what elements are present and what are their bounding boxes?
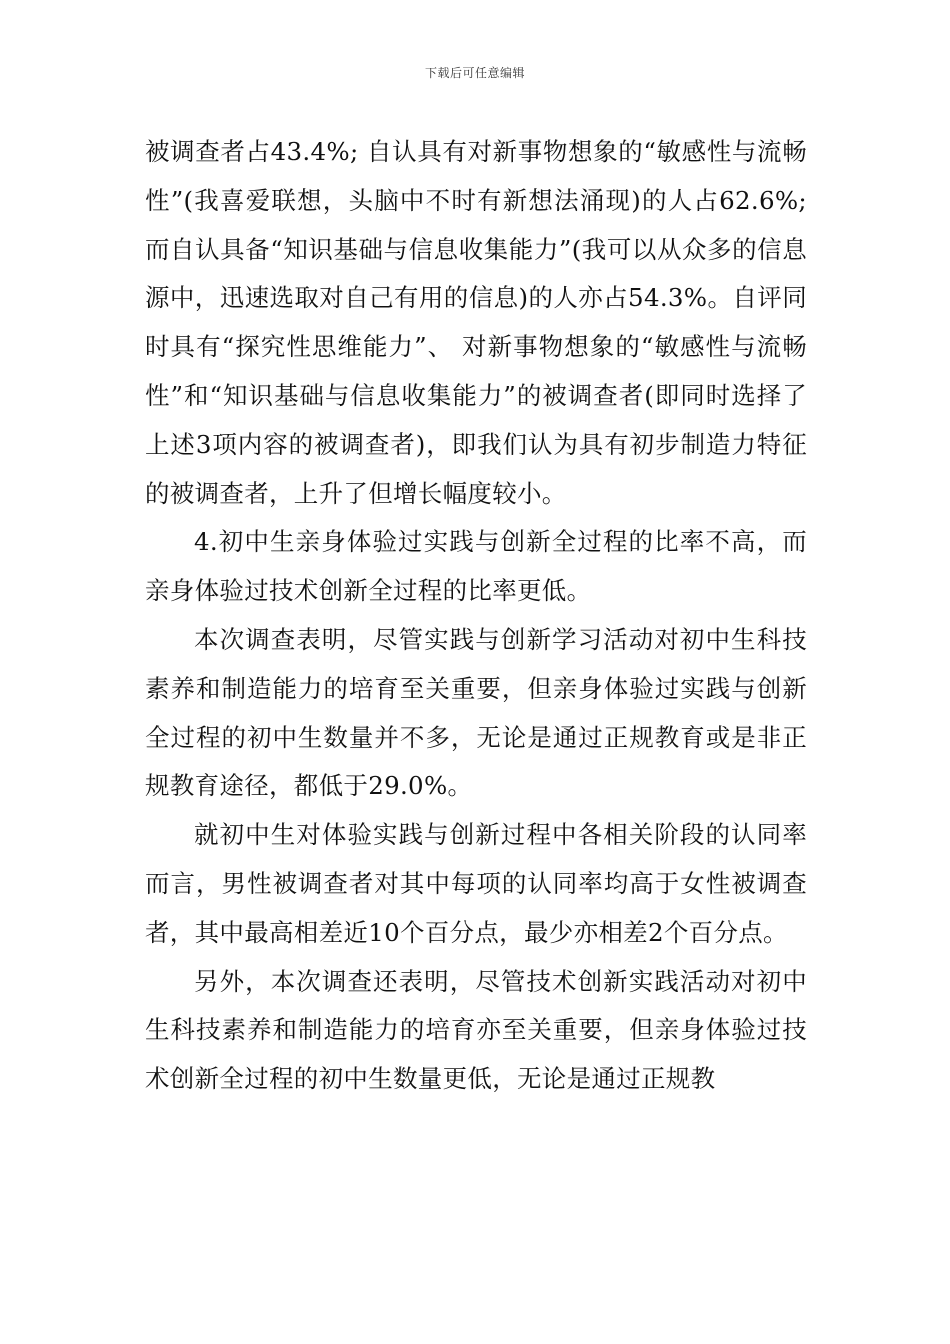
- document-body: [145, 128, 807, 1104]
- paragraph-gender-comparison: 就初中生对体验实践与创新过程中各相关阶段的认同率而言，男性被调查者对其中每项的认同率均高于女性被调查者，其中最高相差近10个百分点，最少亦相差2个百分点。: [145, 820, 807, 947]
- paragraph-section-heading: 4.初中生亲身体验过实践与创新全过程的比率不高，而亲身体验过技术创新全过程的比率更低。: [145, 527, 807, 606]
- paragraph-technical-innovation: 另外，本次调查还表明，尽管技术创新实践活动对初中生科技素养和制造能力的培育亦至关重要，但亲身体验过技术创新全过程的初中生数量更低，无论是通过正规教: [145, 966, 807, 1094]
- page-header: 下载后可任意编辑: [424, 66, 525, 80]
- paragraph-continuation: 被调查者占43.4%; 自认具有对新事物想象的“敏感性与流畅性”(我喜爱联想，头脑中不时有新想法涌现)的人占62.6%;而自认具备“知识基础与信息收集能力”(我可以从众多的信息源中，迅速选取对自己有用的信息)的人亦占54.3%。自评同时具有“探究性思维能力”、 对新事物想象的“敏感性与流畅性”和“知识基础与信息收集能力”的被调查者(即同时选择了上述3项内容的被调查者)，即我们认为具有初步制造力特征的被调查者，上升了但增长幅度较小。: [145, 137, 807, 508]
- paragraph-survey-result: 本次调查表明，尽管实践与创新学习活动对初中生科技素养和制造能力的培育至关重要，但亲身体验过实践与创新全过程的初中生数量并不多，无论是通过正规教育或是非正规教育途径，都低于29.0%。: [145, 624, 807, 801]
